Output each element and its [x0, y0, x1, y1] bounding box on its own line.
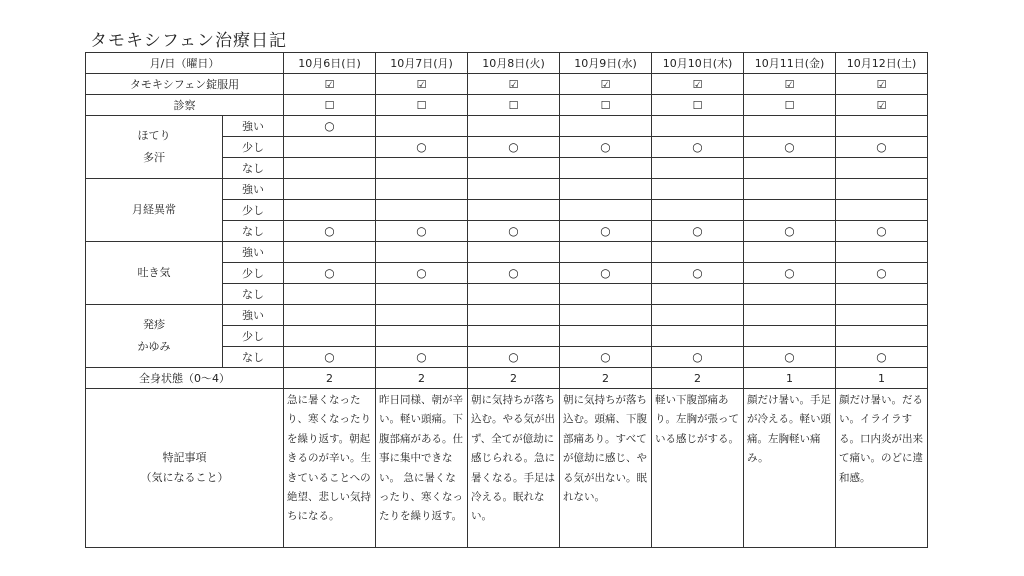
note-cell: 朝に気持ちが落ち込む。頭痛、下腹部痛あり。すべてが億劫に感じ、やる気が出ない。眠れない。 — [560, 389, 652, 548]
severity-label: 強い — [223, 179, 284, 200]
symptom-mark — [376, 284, 468, 305]
date-header: 10月12日(土) — [836, 53, 928, 74]
symptom-mark — [652, 200, 744, 221]
symptom-mark: ○ — [744, 263, 836, 284]
symptom-mark: ○ — [560, 221, 652, 242]
symptom-mark: ○ — [652, 221, 744, 242]
symptom-mark — [468, 158, 560, 179]
symptom-mark: ○ — [836, 263, 928, 284]
severity-label: 強い — [223, 242, 284, 263]
symptom-mark — [468, 305, 560, 326]
symptom-mark — [376, 200, 468, 221]
symptom-mark — [560, 158, 652, 179]
visit-checkbox: ☑ — [836, 95, 928, 116]
note-cell: 昨日同様、朝が辛い。軽い頭痛。下腹部痛がある。仕事に集中できない。 急に暑くなったり、寒くなったりを繰り返す。 — [376, 389, 468, 548]
symptom-mark: ○ — [376, 263, 468, 284]
symptom-mark — [652, 284, 744, 305]
symptom-mark: ○ — [836, 347, 928, 368]
tablet-label: タモキシフェン錠服用 — [86, 74, 284, 95]
symptom-mark: ○ — [376, 347, 468, 368]
symptom-label-line1: 発疹 — [143, 318, 165, 331]
symptom-label — [86, 242, 223, 305]
symptom-mark — [468, 242, 560, 263]
visit-label: 診察 — [86, 95, 284, 116]
severity-label: なし — [223, 158, 284, 179]
symptom-mark: ○ — [284, 263, 376, 284]
tablet-checkbox: ☑ — [744, 74, 836, 95]
symptom-mark: ○ — [652, 263, 744, 284]
symptom-mark — [744, 305, 836, 326]
symptom-row — [86, 179, 928, 200]
general-score: 2 — [652, 368, 744, 389]
note-cell: 顔だけ暑い。手足が冷える。軽い頭痛。左胸軽い痛み。 — [744, 389, 836, 548]
severity-label: 少し — [223, 263, 284, 284]
symptom-mark — [652, 116, 744, 137]
symptom-mark: ○ — [744, 137, 836, 158]
date-header: 10月9日(水) — [560, 53, 652, 74]
symptom-label-line2: かゆみ — [137, 340, 171, 353]
symptom-mark — [744, 284, 836, 305]
symptom-mark — [836, 116, 928, 137]
visit-checkbox: ☐ — [652, 95, 744, 116]
date-header-label: 月/日（曜日） — [86, 53, 284, 74]
symptom-mark — [468, 326, 560, 347]
symptom-mark — [468, 200, 560, 221]
symptom-mark: ○ — [284, 347, 376, 368]
symptom-mark — [376, 242, 468, 263]
symptom-mark — [836, 305, 928, 326]
date-header: 10月6日(日) — [284, 53, 376, 74]
symptom-mark — [560, 179, 652, 200]
general-label: 全身状態（0〜4） — [86, 368, 284, 389]
page-title: タモキシフェン治療日記 — [90, 31, 287, 51]
symptom-mark — [560, 116, 652, 137]
symptom-mark — [560, 305, 652, 326]
symptom-mark — [836, 326, 928, 347]
symptom-mark — [744, 158, 836, 179]
general-row — [86, 368, 928, 389]
general-score: 2 — [284, 368, 376, 389]
visit-checkbox: ☐ — [376, 95, 468, 116]
tablet-checkbox: ☑ — [836, 74, 928, 95]
symptom-label-line1: 吐き気 — [137, 266, 171, 279]
symptom-mark: ○ — [284, 221, 376, 242]
symptom-mark: ○ — [468, 221, 560, 242]
severity-label: 少し — [223, 326, 284, 347]
notes-row — [86, 389, 928, 548]
symptom-mark — [376, 305, 468, 326]
symptom-mark — [560, 200, 652, 221]
tablet-checkbox: ☑ — [376, 74, 468, 95]
general-score: 2 — [560, 368, 652, 389]
notes-label — [86, 389, 284, 548]
symptom-mark — [560, 284, 652, 305]
symptom-mark: ○ — [560, 263, 652, 284]
symptom-mark: ○ — [652, 137, 744, 158]
general-score: 2 — [468, 368, 560, 389]
tablet-checkbox: ☑ — [468, 74, 560, 95]
symptom-mark — [284, 179, 376, 200]
date-header: 10月8日(火) — [468, 53, 560, 74]
symptom-mark — [284, 305, 376, 326]
symptom-mark — [744, 116, 836, 137]
visit-checkbox: ☐ — [744, 95, 836, 116]
severity-label: 強い — [223, 305, 284, 326]
symptom-mark — [836, 158, 928, 179]
general-score: 1 — [836, 368, 928, 389]
symptom-mark — [744, 242, 836, 263]
symptom-mark — [284, 158, 376, 179]
visit-checkbox: ☐ — [560, 95, 652, 116]
severity-label: なし — [223, 221, 284, 242]
note-cell: 朝に気持ちが落ち込む。やる気が出ず、全てが億劫に感じられる。急に暑くなる。手足は冷える。眠れない。 — [468, 389, 560, 548]
severity-label: なし — [223, 284, 284, 305]
symptom-label-line2: 多汗 — [143, 151, 165, 164]
date-header: 10月10日(木) — [652, 53, 744, 74]
symptom-label — [86, 179, 223, 242]
symptom-mark — [284, 242, 376, 263]
symptom-mark: ○ — [560, 347, 652, 368]
symptom-mark — [560, 326, 652, 347]
visit-row — [86, 95, 928, 116]
symptom-mark — [744, 179, 836, 200]
symptom-row — [86, 305, 928, 326]
symptom-mark: ○ — [284, 116, 376, 137]
symptom-mark — [836, 200, 928, 221]
symptom-mark — [284, 326, 376, 347]
symptom-mark: ○ — [468, 137, 560, 158]
note-cell: 軽い下腹部痛あり。左胸が張っている感じがする。 — [652, 389, 744, 548]
symptom-mark: ○ — [468, 347, 560, 368]
severity-label: 少し — [223, 200, 284, 221]
date-header: 10月7日(月) — [376, 53, 468, 74]
symptom-mark — [836, 242, 928, 263]
note-cell: 顔だけ暑い。だるい。イライラする。口内炎が出来て痛い。のどに違和感。 — [836, 389, 928, 548]
symptom-mark: ○ — [652, 347, 744, 368]
symptom-label-line1: ほてり — [137, 129, 171, 142]
symptom-mark — [652, 158, 744, 179]
header-row — [86, 53, 928, 74]
symptom-mark: ○ — [744, 347, 836, 368]
symptom-mark — [560, 242, 652, 263]
symptom-mark — [652, 305, 744, 326]
symptom-mark: ○ — [560, 137, 652, 158]
symptom-mark — [652, 179, 744, 200]
symptom-mark — [284, 200, 376, 221]
symptom-mark — [652, 242, 744, 263]
tablet-checkbox: ☑ — [284, 74, 376, 95]
symptom-label-line1: 月経異常 — [132, 203, 176, 216]
symptom-row — [86, 116, 928, 137]
date-header: 10月11日(金) — [744, 53, 836, 74]
symptom-mark: ○ — [744, 221, 836, 242]
symptom-mark — [468, 116, 560, 137]
symptom-mark — [836, 179, 928, 200]
tablet-checkbox: ☑ — [560, 74, 652, 95]
diary-table — [85, 52, 928, 548]
symptom-mark — [284, 284, 376, 305]
symptom-label — [86, 305, 223, 368]
symptom-mark — [744, 326, 836, 347]
symptom-mark: ○ — [376, 221, 468, 242]
symptom-mark — [744, 200, 836, 221]
visit-checkbox: ☐ — [284, 95, 376, 116]
symptom-mark — [468, 179, 560, 200]
symptom-mark — [836, 284, 928, 305]
symptom-row — [86, 242, 928, 263]
severity-label: 少し — [223, 137, 284, 158]
severity-label: 強い — [223, 116, 284, 137]
symptom-mark — [376, 116, 468, 137]
severity-label: なし — [223, 347, 284, 368]
tablet-checkbox: ☑ — [652, 74, 744, 95]
tablet-row — [86, 74, 928, 95]
general-score: 2 — [376, 368, 468, 389]
symptom-mark — [468, 284, 560, 305]
notes-label-line2: （気になること） — [140, 471, 229, 484]
symptom-mark — [376, 179, 468, 200]
symptom-mark — [284, 137, 376, 158]
symptom-mark: ○ — [376, 137, 468, 158]
general-score: 1 — [744, 368, 836, 389]
symptom-mark: ○ — [836, 137, 928, 158]
symptom-mark — [376, 158, 468, 179]
symptom-label — [86, 116, 223, 179]
note-cell: 急に暑くなったり、寒くなったりを繰り返す。朝起きるのが辛い。生きていることへの絶望、悲しい気持ちになる。 — [284, 389, 376, 548]
symptom-mark — [376, 326, 468, 347]
symptom-mark: ○ — [468, 263, 560, 284]
notes-label-line1: 特記事項 — [162, 451, 207, 464]
symptom-mark — [652, 326, 744, 347]
visit-checkbox: ☐ — [468, 95, 560, 116]
symptom-mark: ○ — [836, 221, 928, 242]
